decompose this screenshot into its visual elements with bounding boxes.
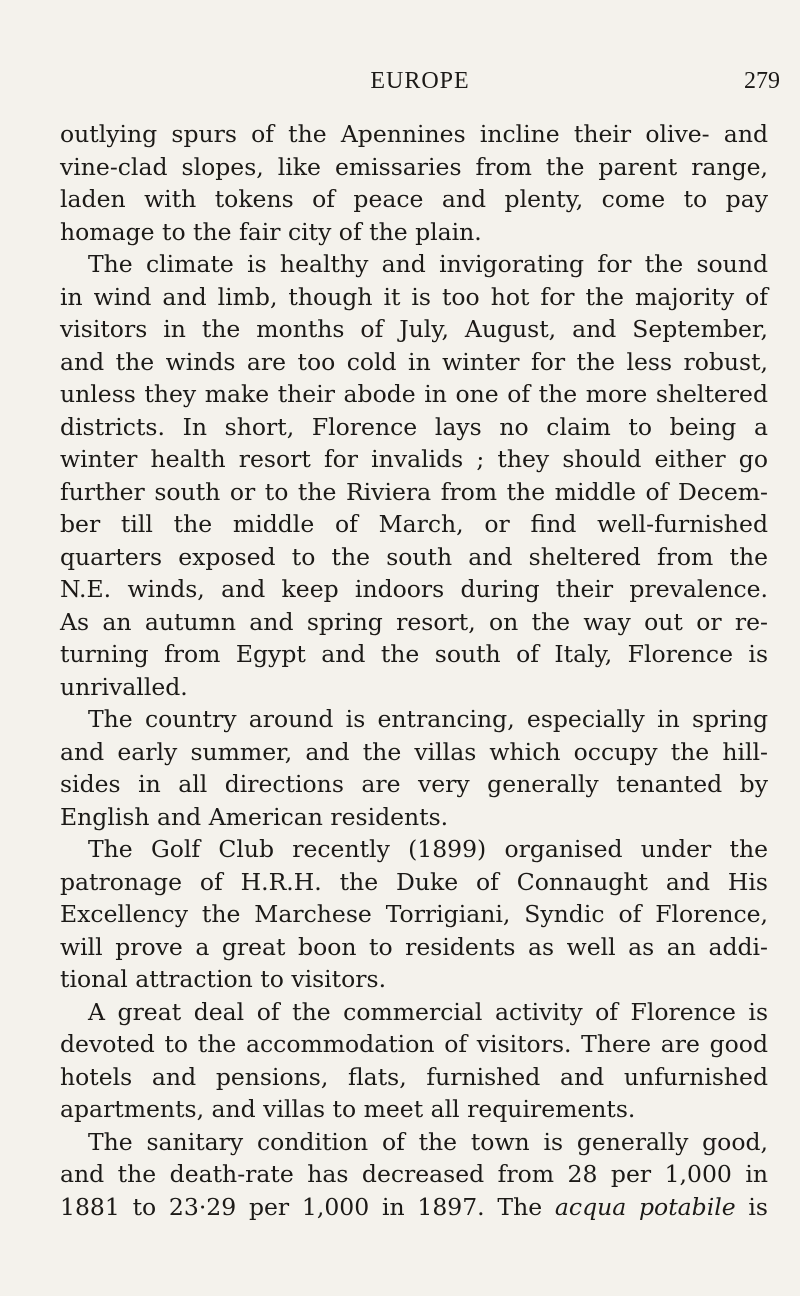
text-line: outlying spurs of the Apennines incline their olive- and bbox=[60, 120, 768, 148]
text-line: turning from Egypt and the south of Italy, Florence is bbox=[60, 640, 768, 668]
text-line: ber till the middle of March, or find well-furnished bbox=[60, 510, 768, 538]
text-line: and early summer, and the villas which occupy the hill- bbox=[60, 737, 768, 766]
text-line: and the winds are too cold in winter for the less robust, bbox=[60, 347, 768, 376]
text-line: will prove a great boon to residents as well as an addi- bbox=[60, 932, 768, 961]
text-line: in wind and limb, though it is too hot for the majority of bbox=[60, 282, 768, 311]
text-line: tional attraction to visitors. bbox=[60, 965, 387, 993]
text-line: quarters exposed to the south and sheltered from the bbox=[60, 542, 768, 571]
running-head bbox=[60, 68, 780, 98]
text-line: districts. In short, Florence lays no claim to being a bbox=[60, 412, 768, 441]
text-line: hotels and pensions, flats, furnished and unfurnished bbox=[60, 1062, 768, 1091]
text-line: The sanitary condition of the town is generally good, bbox=[88, 1127, 768, 1156]
text-line: N.E. winds, and keep indoors during their prevalence. bbox=[60, 575, 768, 603]
text-line: English and American residents. bbox=[60, 802, 449, 831]
text-line: and the death-rate has decreased from 28 per 1,000 in bbox=[60, 1160, 768, 1188]
text-line: laden with tokens of peace and plenty, come to pay bbox=[60, 185, 768, 213]
text-line: The climate is healthy and invigorating for the sound bbox=[88, 250, 768, 278]
text-line: visitors in the months of July, August, and September, bbox=[60, 315, 768, 343]
text-line: homage to the fair city of the plain. bbox=[60, 217, 482, 246]
text-line: Excellency the Marchese Torrigiani, Syndic of Florence, bbox=[60, 900, 768, 928]
text-fragment: 1881 to 23·29 per 1,000 in 1897. The bbox=[60, 1192, 555, 1221]
text-line: The country around is entrancing, especially in spring bbox=[88, 705, 768, 733]
text-line: sides in all directions are very generally tenanted by bbox=[60, 770, 768, 798]
text-line: As an autumn and spring resort, on the way out or re- bbox=[60, 607, 768, 636]
text-line: The Golf Club recently (1899) organised under the bbox=[88, 835, 768, 863]
text-line: patronage of H.R.H. the Duke of Connaught and His bbox=[60, 867, 768, 896]
text-fragment: is bbox=[735, 1192, 768, 1221]
body-text bbox=[60, 118, 768, 1223]
italic-phrase: acqua potabile bbox=[554, 1192, 736, 1221]
text-line: winter health resort for invalids ; they should either go bbox=[60, 445, 768, 473]
text-line: further south or to the Riviera from the middle of Decem- bbox=[60, 477, 768, 506]
text-line: apartments, and villas to meet all requirements. bbox=[60, 1095, 636, 1123]
running-title: EUROPE bbox=[370, 68, 470, 94]
text-line: unless they make their abode in one of the more sheltered bbox=[60, 380, 768, 408]
text-line-final bbox=[60, 1191, 768, 1224]
text-line: unrivalled. bbox=[60, 672, 188, 701]
text-line: A great deal of the commercial activity of Florence is bbox=[88, 997, 768, 1026]
text-line: vine-clad slopes, like emissaries from the parent range, bbox=[60, 152, 768, 181]
text-line: devoted to the accommodation of visitors. There are good bbox=[60, 1030, 768, 1058]
page-number: 279 bbox=[744, 68, 780, 94]
